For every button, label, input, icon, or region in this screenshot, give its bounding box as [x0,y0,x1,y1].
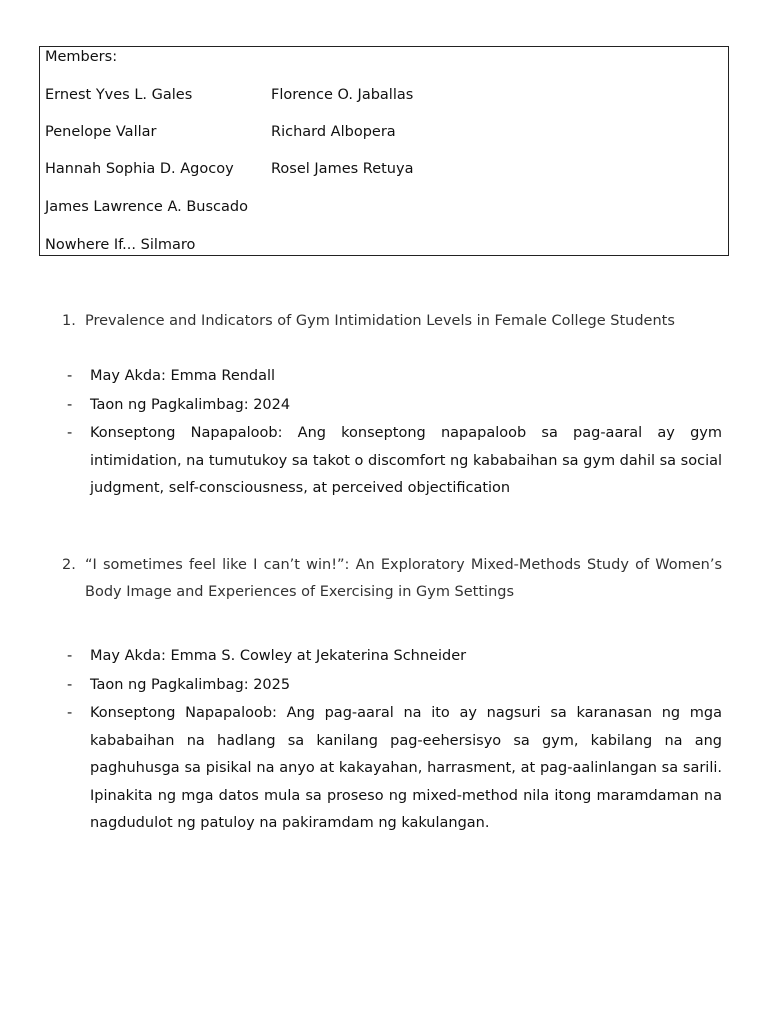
year-item [62,672,722,700]
study-title-text: “I sometimes feel like I can’t win!”: An Exploratory Mixed-Methods Study of Women’s Body Image and Experiences of Exercising in Gym Settings [85,557,722,600]
study-title-text: Prevalence and Indicators of Gym Intimidation Levels in Female College Students [85,313,675,329]
year-item [62,392,722,420]
author-item [62,363,722,391]
bullet-dash: - [67,705,73,721]
member-name: Hannah Sophia D. Agocoy [45,161,234,177]
bullet-dash: - [67,676,73,693]
bullet-dash: - [67,425,73,441]
members-heading: Members: [45,49,118,65]
study-2-title [62,552,722,606]
members-box [39,46,729,256]
member-name: Florence O. Jaballas [271,87,414,103]
concept-text: Konseptong Napapaloob: Ang pag-aaral na ito ay nagsuri sa karanasan ng mga kababaihan na hadlang sa kanilang pag-eehersisyo sa gym, kabilang na ang paghuhusga sa pisikal na anyo at kakayahan, harrasment, at pag-aalinlangan sa sarili. Ipinakita ng mga datos mula sa proseso ng mixed-method nila itong maramdaman na nagdudulot ng patuloy na pakiramdam ng kakulangan. [90,705,722,831]
study-number: 1. [62,313,76,329]
member-name: James Lawrence A. Buscado [45,199,248,215]
concept-item [62,420,722,503]
study-2-details [62,643,722,839]
study-number: 2. [62,557,76,573]
bullet-dash: - [67,368,73,384]
bullet-dash: - [67,648,73,664]
year-text: Taon ng Pagkalimbag: 2024 [90,396,291,413]
year-text: Taon ng Pagkalimbag: 2025 [90,676,291,693]
author-item [62,643,722,671]
member-name: Rosel James Retuya [271,161,414,177]
member-name: Richard Albopera [271,124,396,140]
member-name: Ernest Yves L. Gales [45,87,193,103]
member-name: Penelope Vallar [45,124,157,140]
bullet-dash: - [67,396,73,413]
author-text: May Akda: Emma Rendall [90,368,276,384]
study-1-title [62,308,722,335]
concept-item [62,700,722,838]
member-name: Nowhere If... Silmaro [45,237,196,253]
author-text: May Akda: Emma S. Cowley at Jekaterina Schneider [90,648,467,664]
study-1-details [62,363,722,504]
concept-text: Konseptong Napapaloob: Ang konseptong napapaloob sa pag-aaral ay gym intimidation, na tumutukoy sa takot o discomfort ng kababaihan sa gym dahil sa social judgment, self-consciousness, at perceived objectification [90,425,723,496]
